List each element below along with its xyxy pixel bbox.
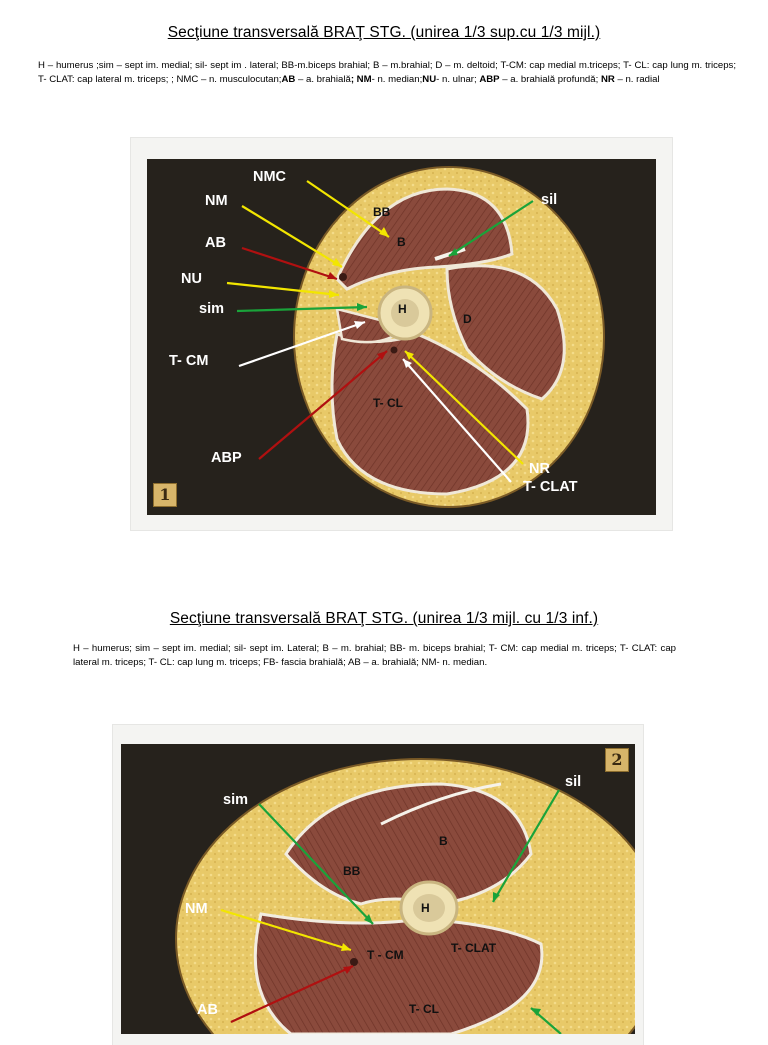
label-abp: ABP (211, 450, 242, 466)
label-tclat: T- CLAT (451, 941, 497, 955)
legend-run: ABP (479, 74, 500, 85)
legend-run: - n. ulnar; (436, 74, 480, 85)
label-sim: sim (223, 792, 248, 808)
label-tclat: T- CLAT (523, 479, 578, 495)
section-2-photo (121, 744, 635, 1034)
legend-run: – a. brahială (295, 74, 351, 85)
section-1-photo-frame (131, 138, 672, 530)
label-sim: sim (199, 301, 224, 317)
section-1-legend (38, 59, 736, 87)
legend-run: - n. median; (371, 74, 423, 85)
label-tcl: T- CL (373, 396, 403, 410)
label-b: B (439, 834, 448, 848)
section-2-anatomy-illustration (121, 744, 635, 1034)
figure-badge: 1 (153, 483, 177, 507)
legend-run: ; NM (350, 74, 372, 85)
section-2-title: Secţiune transversală BRAŢ STG. (unirea 1/3 mijl. cu 1/3 inf.) (169, 610, 599, 627)
label-nu: NU (181, 271, 202, 287)
label-nm: NM (185, 901, 208, 917)
legend-run: – n. radial (614, 74, 660, 85)
label-tcm: T- CM (169, 353, 209, 369)
label-ab: AB (205, 235, 226, 251)
label-ab: AB (197, 1002, 218, 1018)
label-tcl: T- CL (409, 1002, 439, 1016)
legend-run: H – humerus ;sim – sept im. medial; sil- sept im . lateral; BB-m.biceps brahial; B – m.brahial; D – m. deltoid; T-CM: cap medial m.triceps; T- CL: cap lung m. triceps; T- CLAT: cap lateral m. triceps; ; NMC – n. musculocutan; (38, 60, 736, 85)
label-d: D (463, 312, 472, 326)
legend-run: – a. brahială profundă; (499, 74, 601, 85)
figure-badge: 2 (605, 748, 629, 772)
legend-run: NR (600, 74, 615, 85)
label-sil: sil (565, 774, 582, 790)
label-nr: NR (529, 461, 550, 477)
label-nm: NM (205, 193, 228, 209)
triceps-muscle (255, 914, 542, 1034)
label-h: H (398, 302, 407, 316)
section-2-photo-frame (113, 725, 643, 1045)
legend-run: AB (281, 74, 296, 85)
label-bb: BB (373, 205, 391, 219)
label-nmc: NMC (253, 169, 287, 185)
label-sil: sil (541, 192, 558, 208)
label-h: H (421, 901, 430, 915)
label-tcm: T - CM (367, 948, 404, 962)
legend-run: NU (422, 74, 437, 85)
label-bb: BB (343, 864, 361, 878)
legend-run: H – humerus; sim – sept im. medial; sil- sept im. Lateral; B – m. brahial; BB- m. biceps brahial; T- CM: cap medial m. triceps; T- CLAT: cap lateral m. triceps; T- CL: cap lung m. triceps; FB- fascia brahială; AB – a. brahială; NM- n. median. (73, 643, 676, 668)
section-1-photo (147, 159, 656, 515)
label-b: B (397, 235, 406, 249)
section-1-title: Secţiune transversală BRAŢ STG. (unirea 1/3 sup.cu 1/3 mijl.) (167, 24, 601, 41)
section-2-legend (73, 642, 676, 670)
